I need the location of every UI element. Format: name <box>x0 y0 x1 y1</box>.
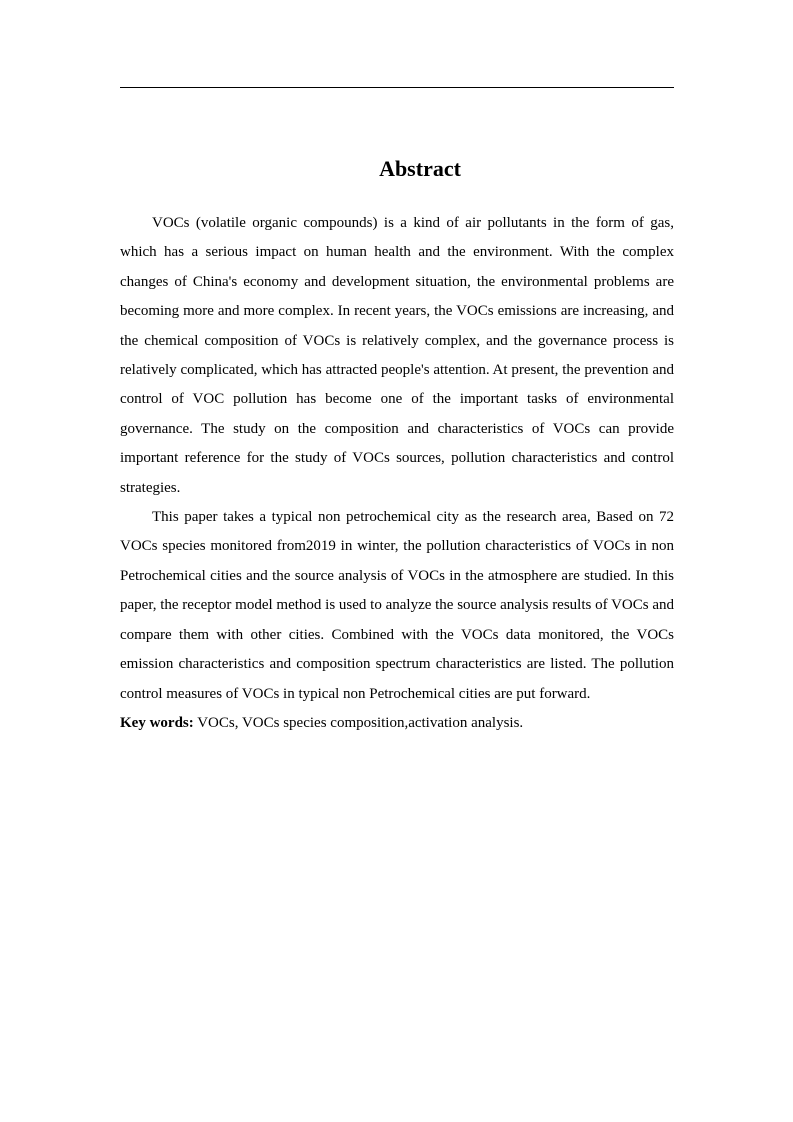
abstract-body <box>120 209 674 738</box>
abstract-paragraph-2: This paper takes a typical non petrochemical city as the research area, Based on 72 VOCs species monitored from2019 in winter, the pollution characteristics of VOCs in non Petrochemical cities and the source analysis of VOCs in the atmosphere are studied. In this paper, the receptor model method is used to analyze the source analysis results of VOCs and compare them with other cities. Combined with the VOCs data monitored, the VOCs emission characteristics and composition spectrum characteristics are listed. The pollution control measures of VOCs in typical non Petrochemical cities are put forward. <box>120 509 674 702</box>
header-rule <box>120 87 674 88</box>
abstract-paragraph-1: VOCs (volatile organic compounds) is a kind of air pollutants in the form of gas, which has a serious impact on human health and the environment. With the complex changes of China's economy and development situation, the environmental problems are becoming more and more complex. In recent years, the VOCs emissions are increasing, and the chemical composition of VOCs is relatively complex, and the governance process is relatively complicated, which has attracted people's attention. At present, the prevention and control of VOC pollution has become one of the important tasks of environmental governance. The study on the composition and characteristics of VOCs can provide important reference for the study of VOCs sources, pollution characteristics and control strategies. <box>120 215 674 496</box>
keywords-text: VOCs, VOCs species composition,activation analysis. <box>193 714 524 731</box>
keywords-line <box>120 709 674 738</box>
keywords-label: Key words: <box>120 714 194 731</box>
abstract-title: Abstract <box>379 156 461 181</box>
